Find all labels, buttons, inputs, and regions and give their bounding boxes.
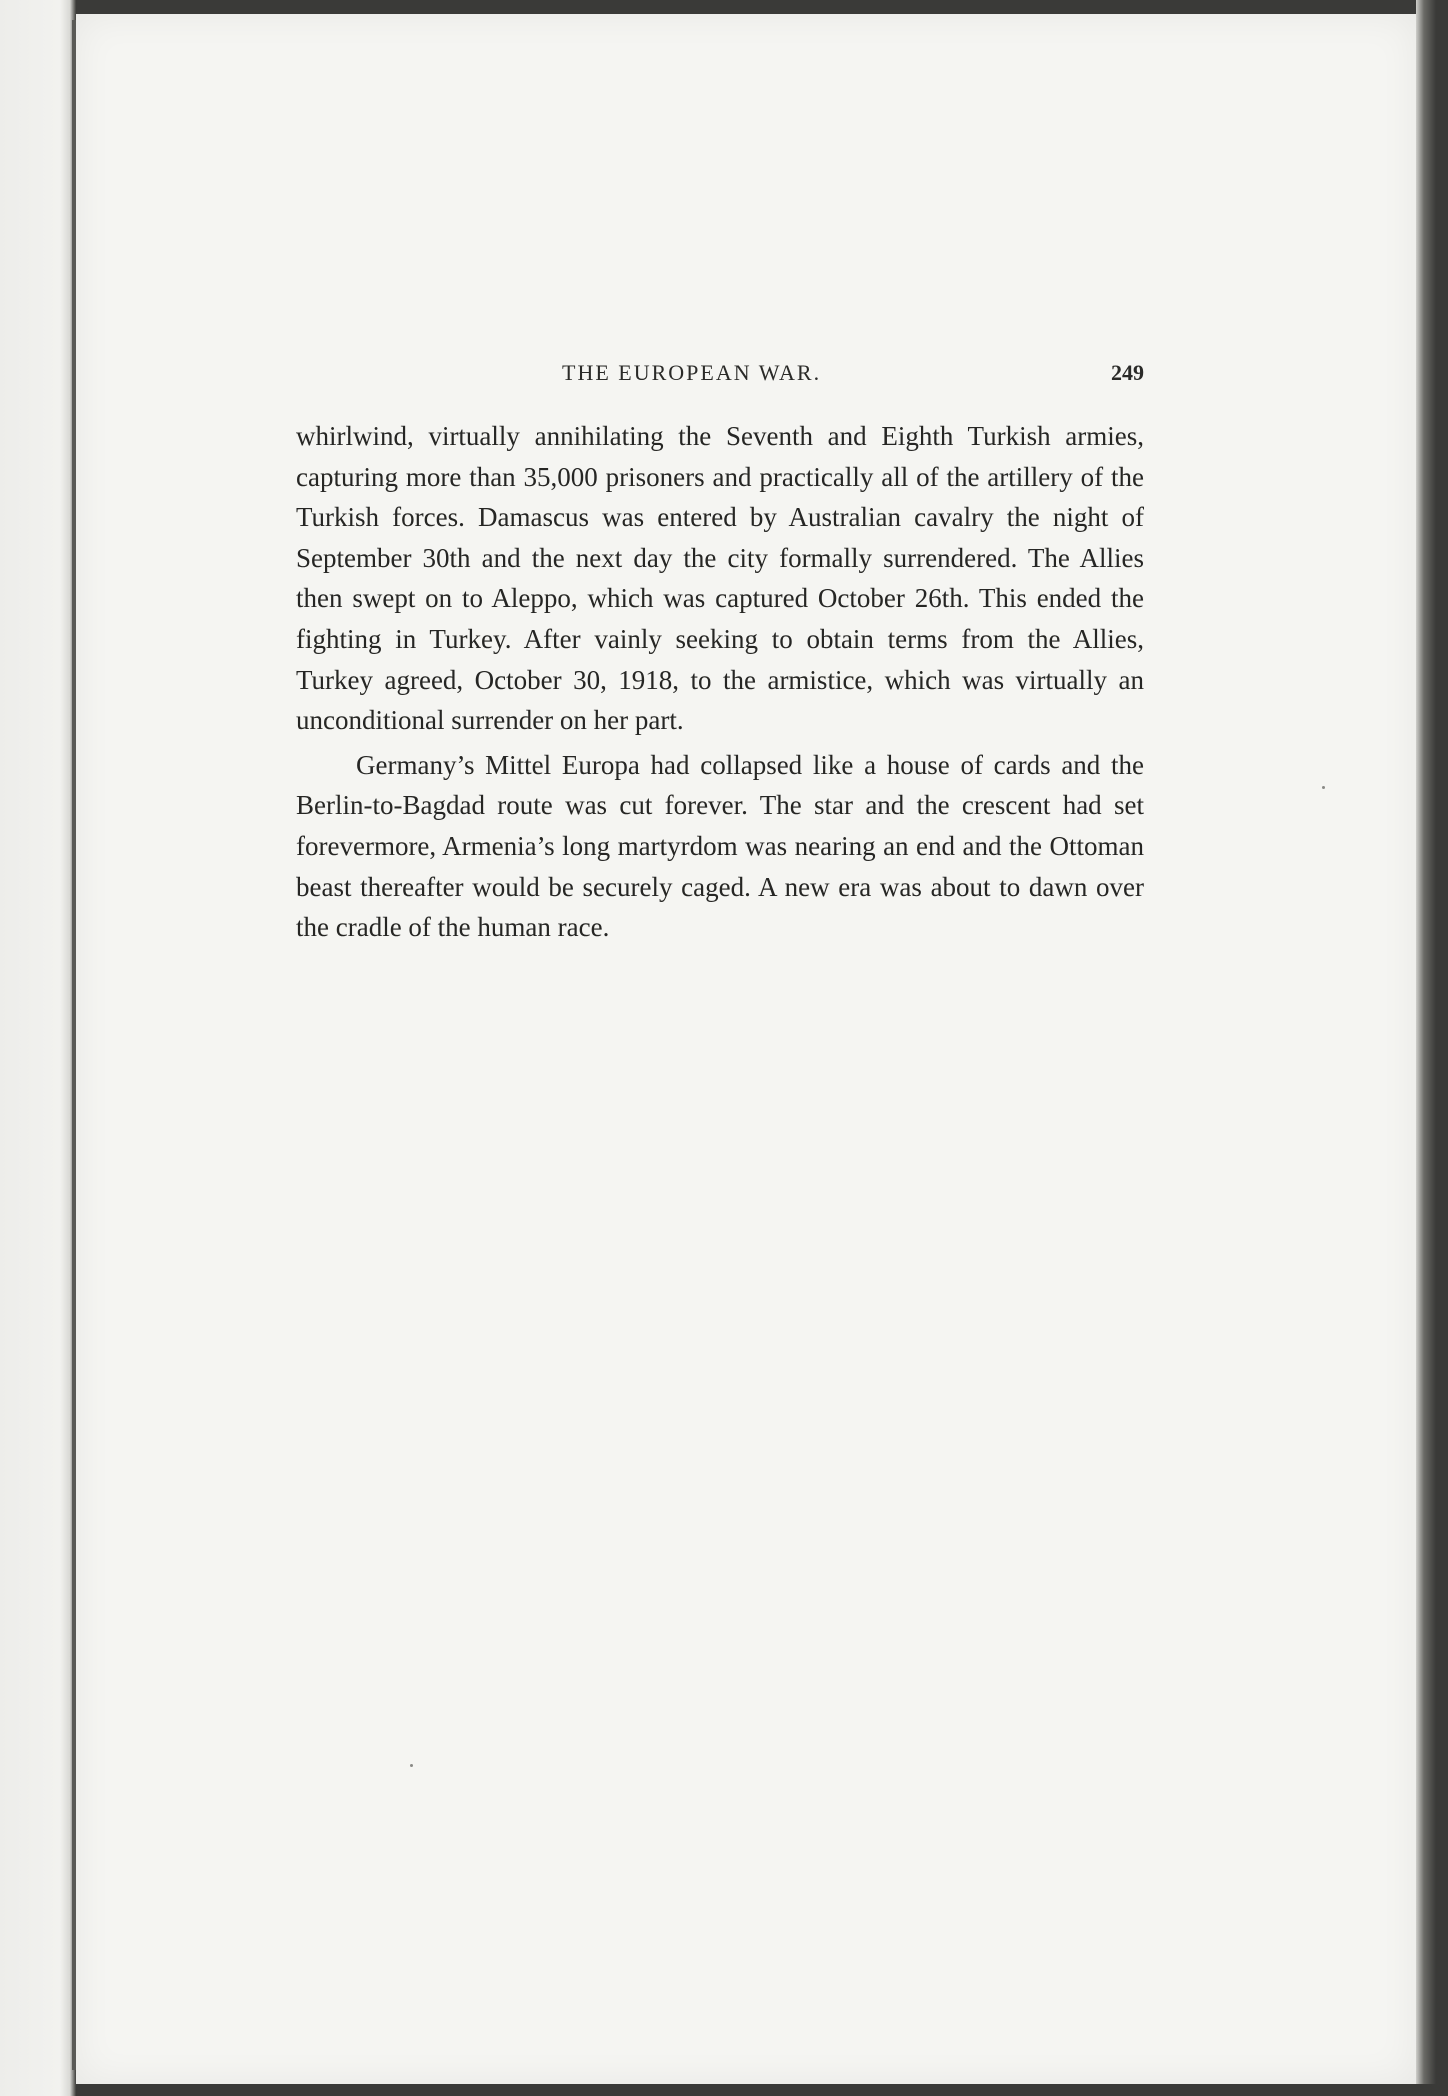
scan-right-border [1416, 0, 1448, 2096]
scan-speck [410, 1764, 413, 1767]
book-page [76, 14, 1416, 2084]
scan-bottom-border [76, 2084, 1448, 2096]
body-text [296, 416, 1144, 948]
page-header [296, 360, 1144, 400]
paragraph-2: Germany’s Mittel Europa had collapsed like a house of cards and the Berlin-to-Bagdad route was cut forever. The star and the crescent had set forevermore, Armenia’s long martyrdom was nearing an end and the Ottoman beast thereafter would be securely caged. A new era was about to dawn over the cradle of the human race. [296, 749, 1144, 943]
page-number: 249 [1111, 360, 1144, 385]
scan-speck [1322, 786, 1325, 789]
book-gutter [0, 0, 76, 2096]
paragraph-1: whirlwind, virtually annihilating the Seventh and Eighth Turkish armies, capturing more than 35,000 prisoners and practically all of the artillery of the Turkish forces. Damascus was entered by Australian cavalry the night of September 30th and the next day the city formally surrendered. The Allies then swept on to Aleppo, which was captured October 26th. This ended the fighting in Turkey. After vainly seeking to obtain terms from the Allies, Turkey agreed, October 30, 1918, to the armistice, which was virtually an unconditional surrender on her part. [296, 421, 1144, 736]
scan-top-border [76, 0, 1448, 14]
running-title: THE EUROPEAN WAR. [562, 360, 822, 385]
